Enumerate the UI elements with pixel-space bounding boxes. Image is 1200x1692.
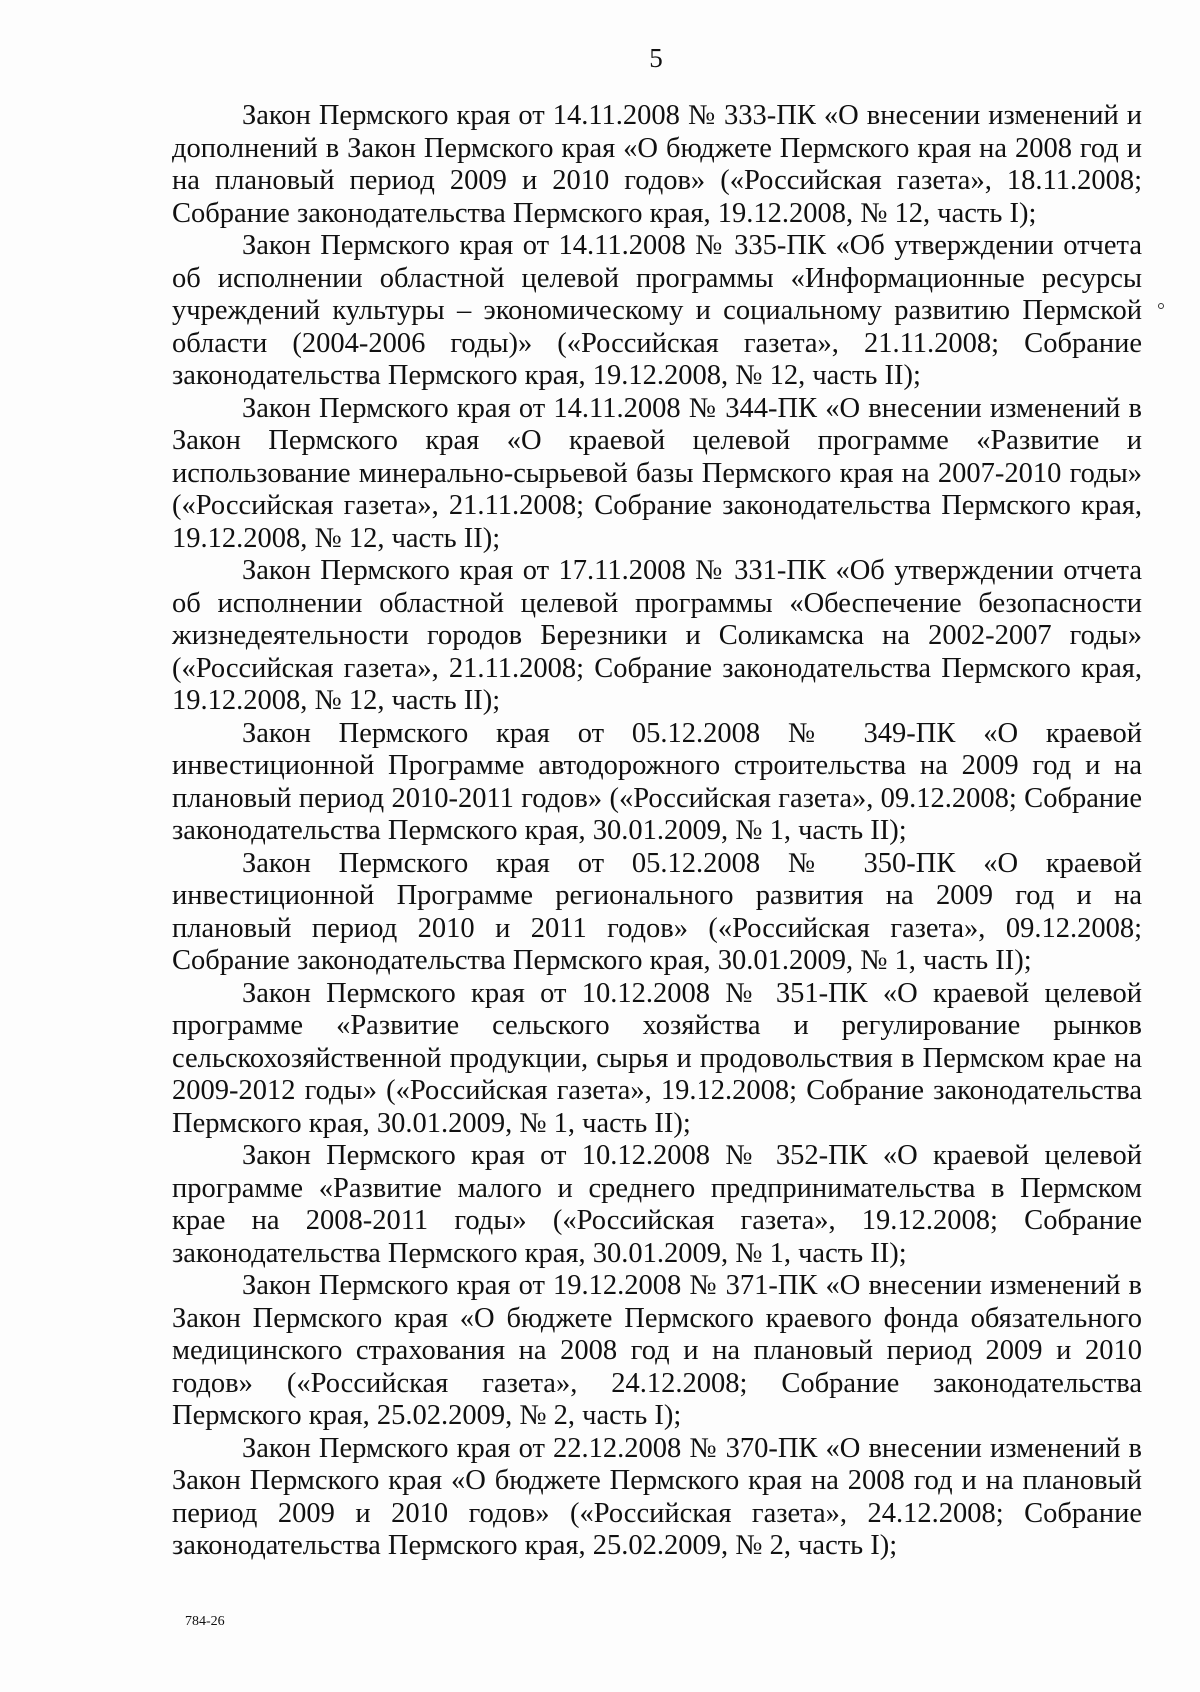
law-entry-paragraph: Закон Пермского края от 10.12.2008 № 351-ПК «О краевой целевой программе «Развитие сельского хозяйства и регулирование рынков сельскохозяйственной продукции, сырья и продовольствия в Пермском крае на 2009-2012 годы» («Российская газета», 19.12.2008; Собрание законодательства Пермского края, 30.01.2009, № 1, часть II);: [172, 977, 1142, 1139]
footer-document-code: 784-26: [185, 1614, 225, 1629]
scan-speck: [1158, 303, 1164, 309]
document-body: [172, 100, 1142, 1563]
law-entry-paragraph: Закон Пермского края от 22.12.2008 № 370-ПК «О внесении изменений в Закон Пермского края «О бюджете Пермского края на 2008 год и на плановый период 2009 и 2010 годов» («Российская газета», 24.12.2008; Собрание законодательства Пермского края, 25.02.2009, № 2, часть I);: [172, 1432, 1142, 1561]
law-entry-paragraph: Закон Пермского края от 05.12.2008 № 350-ПК «О краевой инвестиционной Программе регионального развития на 2009 год и на плановый период 2010 и 2011 годов» («Российская газета», 09.12.2008; Собрание законодательства Пермского края, 30.01.2009, № 1, часть II);: [172, 847, 1142, 976]
law-entry-paragraph: Закон Пермского края от 10.12.2008 № 352-ПК «О краевой целевой программе «Развитие малого и среднего предпринимательства в Пермском крае на 2008-2011 годы» («Российская газета», 19.12.2008; Собрание законодательства Пермского края, 30.01.2009, № 1, часть II);: [172, 1140, 1142, 1269]
law-entry-paragraph: Закон Пермского края от 19.12.2008 № 371-ПК «О внесении изменений в Закон Пермского края «О бюджете Пермского краевого фонда обязательного медицинского страхования на 2008 год и на плановый период 2009 и 2010 годов» («Российская газета», 24.12.2008; Собрание законодательства Пермского края, 25.02.2009, № 2, часть I);: [172, 1270, 1142, 1431]
law-entry-paragraph: Закон Пермского края от 17.11.2008 № 331-ПК «Об утверждении отчета об исполнении областной целевой программы «Обеспечение безопасности жизнедеятельности городов Березники и Соликамска на 2002-2007 годы» («Российская газета», 21.11.2008; Собрание законодательства Пермского края, 19.12.2008, № 12, часть II);: [172, 555, 1142, 716]
law-entry-paragraph: Закон Пермского края от 14.11.2008 № 335-ПК «Об утверждении отчета об исполнении областной целевой программы «Информационные ресурсы учреждений культуры – экономическому и социальному развитию Пермской области (2004-2006 годы)» («Российская газета», 21.11.2008; Собрание законодательства Пермского края, 19.12.2008, № 12, часть II);: [172, 230, 1142, 391]
law-entry-paragraph: Закон Пермского края от 05.12.2008 № 349-ПК «О краевой инвестиционной Программе автодорожного строительства на 2009 год и на плановый период 2010-2011 годов» («Российская газета», 09.12.2008; Собрание законодательства Пермского края, 30.01.2009, № 1, часть II);: [172, 717, 1142, 846]
page-number: 5: [649, 43, 663, 73]
law-entry-paragraph: Закон Пермского края от 14.11.2008 № 333-ПК «О внесении изменений и дополнений в Закон Пермского края «О бюджете Пермского края на 2008 год и на плановый период 2009 и 2010 годов» («Российская газета», 18.11.2008; Собрание законодательства Пермского края, 19.12.2008, № 12, часть I);: [172, 100, 1142, 229]
law-entry-paragraph: Закон Пермского края от 14.11.2008 № 344-ПК «О внесении изменений в Закон Пермского края «О краевой целевой программе «Развитие и использование минерально-сырьевой базы Пермского края на 2007-2010 годы» («Российская газета», 21.11.2008; Собрание законодательства Пермского края, 19.12.2008, № 12, часть II);: [172, 392, 1142, 554]
